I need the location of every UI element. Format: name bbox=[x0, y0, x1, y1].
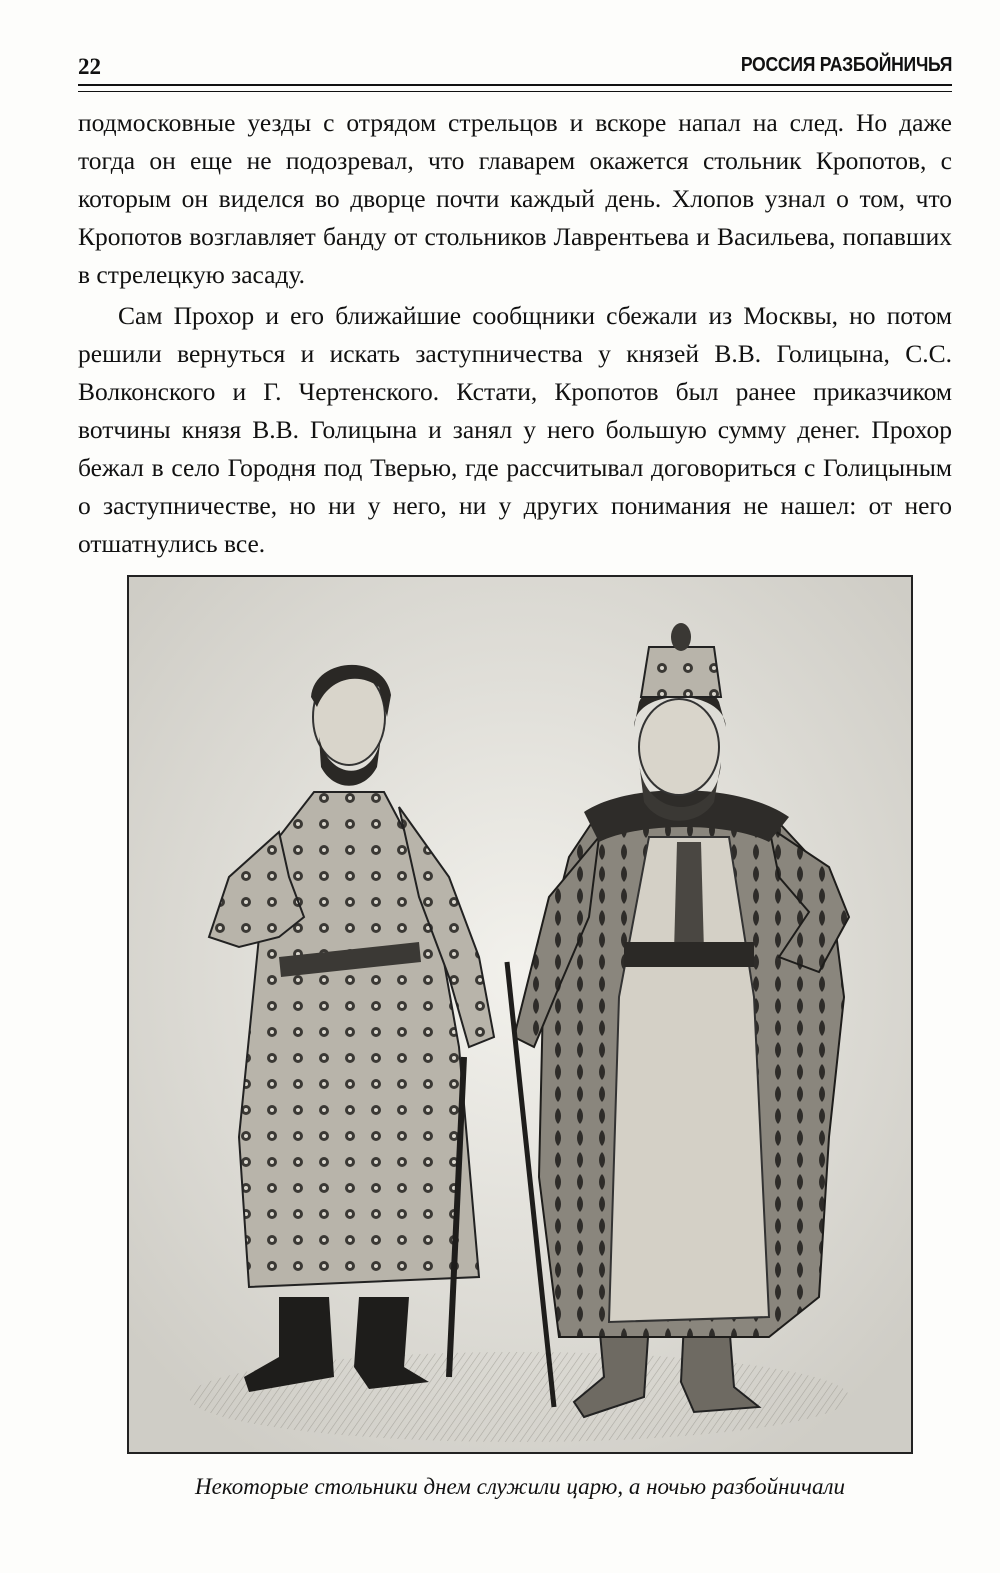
body-text bbox=[78, 104, 952, 563]
header-rule-thin bbox=[78, 91, 952, 92]
page-header bbox=[78, 50, 952, 86]
engraving-two-stolniks bbox=[129, 577, 911, 1452]
illustration bbox=[127, 575, 913, 1454]
figure-caption: Некоторые стольники днем служили царю, а ночью разбойничали bbox=[195, 1474, 845, 1499]
running-title: РОССИЯ РАЗБОЙНИЧЬЯ bbox=[740, 54, 952, 76]
paragraph: Сам Прохор и его ближайшие сообщники сбежали из Москвы, но потом решили вернуться и искать заступничества у князей В.В. Голицына, С.С. Волконского и Г. Чертенского. Кстати, Кропотов был ранее приказчиком вотчины князя В.В. Голицына и занял у него большую сумму денег. Прохор бежал в село Городня под Тверью, где рассчитывал договориться с Голицыным о заступничестве, но ни у него, ни у других понимания не нашел: от него отшатнулись все. bbox=[78, 301, 952, 558]
header-rule bbox=[78, 84, 952, 86]
paragraph: подмосковные уезды с отрядом стрельцов и вскоре напал на след. Но даже тогда он еще не подозревал, что главарем окажется стольник Кропотов, с которым он виделся во дворце почти каждый день. Хлопов узнал о том, что Кропотов возглавляет банду от стольников Лаврентьева и Васильева, попавших в стрелецкую засаду. bbox=[78, 108, 952, 289]
page-number: 22 bbox=[78, 54, 101, 79]
